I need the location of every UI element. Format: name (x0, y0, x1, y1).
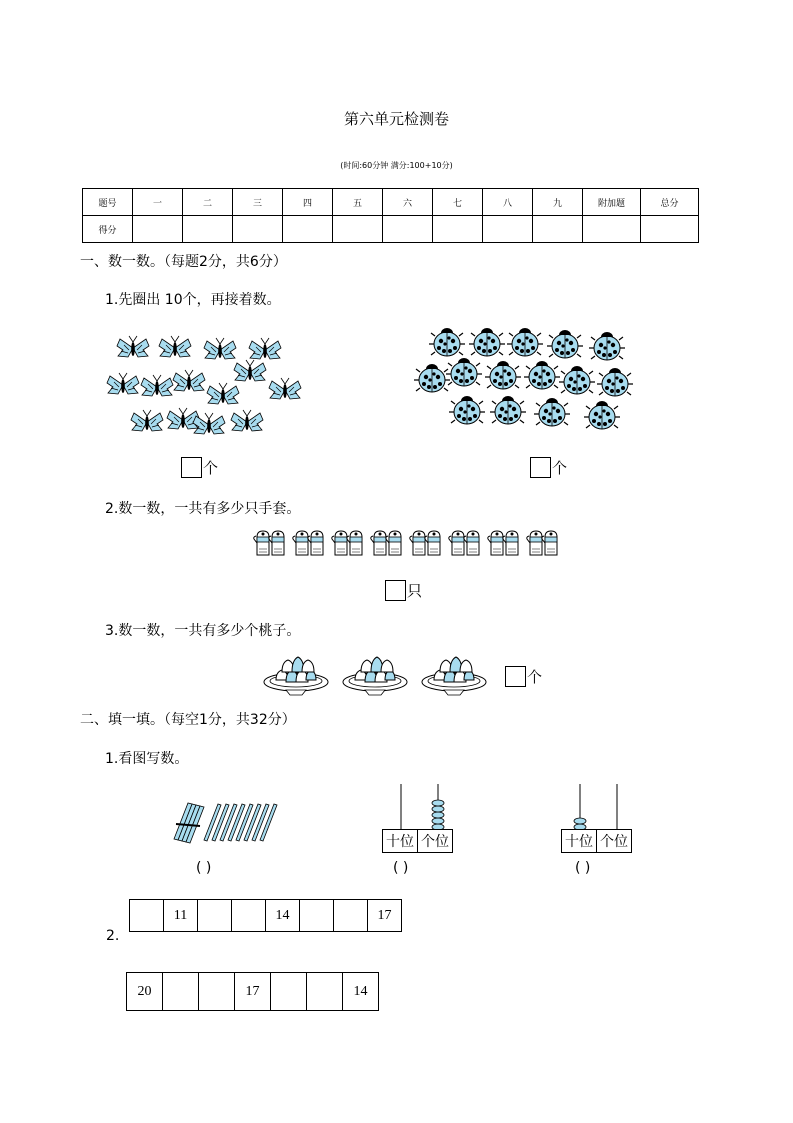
col-header: 一 (133, 189, 183, 216)
ladybug-icon (534, 398, 570, 426)
butterfly-icon (234, 360, 266, 381)
score-cell[interactable] (641, 216, 699, 243)
score-cell[interactable] (133, 216, 183, 243)
score-cell[interactable] (183, 216, 233, 243)
tens-label: 十位 (386, 834, 414, 850)
col-header: 九 (533, 189, 583, 216)
peach-plate-icon (343, 657, 407, 695)
butterfly-icon (167, 408, 199, 429)
answer-blank[interactable]: ( ) (393, 860, 409, 876)
score-cell[interactable] (583, 216, 641, 243)
ladybug-icon (469, 328, 505, 356)
glove-icon (488, 531, 518, 555)
col-header: 八 (483, 189, 533, 216)
butterfly-icon (249, 338, 281, 359)
abacus-2 (561, 782, 637, 852)
abacus-rods-icon (561, 782, 637, 830)
sequence-cell: 14 (343, 973, 379, 1011)
col-header: 附加题 (583, 189, 641, 216)
sequence-cell: 17 (368, 900, 402, 932)
sequence-cell[interactable] (163, 973, 199, 1011)
answer-box[interactable] (530, 457, 551, 478)
col-header: 六 (383, 189, 433, 216)
col-header: 四 (283, 189, 333, 216)
col-header: 二 (183, 189, 233, 216)
abacus-rods-icon (382, 782, 458, 830)
place-value-labels (561, 829, 632, 853)
score-cell[interactable] (383, 216, 433, 243)
answer-box[interactable] (385, 580, 406, 601)
peach-plate-group (260, 650, 492, 696)
ladybug-icon (597, 368, 633, 396)
ladybug-icon (485, 361, 521, 389)
sequence-row-2 (126, 972, 379, 1011)
score-cell[interactable] (433, 216, 483, 243)
glove-icon (332, 531, 362, 555)
answer-ladybugs (530, 457, 567, 478)
glove-icon (293, 531, 323, 555)
table-row (83, 189, 699, 216)
answer-butterflies (181, 457, 218, 478)
ladybug-icon (446, 358, 482, 386)
butterfly-icon (117, 336, 149, 357)
unit-label: 只 (407, 582, 423, 600)
sequence-cell[interactable] (232, 900, 266, 932)
table-row (83, 216, 699, 243)
butterfly-group (105, 330, 310, 442)
row-label-number: 题号 (83, 189, 133, 216)
unit-label: 个 (203, 459, 219, 477)
ladybug-icon (490, 396, 526, 424)
question-text: 2.数一数，一共有多少只手套。 (105, 501, 301, 517)
score-cell[interactable] (283, 216, 333, 243)
col-header: 总分 (641, 189, 699, 216)
glove-group (252, 529, 564, 559)
unit-label: 个 (552, 459, 568, 477)
ladybug-icon (589, 332, 625, 360)
ladybug-group (412, 322, 637, 440)
butterfly-icon (231, 410, 263, 431)
glove-icon (449, 531, 479, 555)
sequence-cell[interactable] (198, 900, 232, 932)
ladybug-icon (547, 330, 583, 358)
section-heading: 一、数一数。（每题2分，共6分） (80, 254, 287, 270)
butterfly-icon (131, 410, 163, 431)
glove-icon (254, 531, 284, 555)
ladybug-icon (414, 364, 450, 392)
tens-label: 十位 (565, 834, 593, 850)
sequence-row-1 (129, 899, 402, 932)
score-cell[interactable] (233, 216, 283, 243)
col-header: 五 (333, 189, 383, 216)
sequence-cell[interactable] (130, 900, 164, 932)
answer-blank[interactable]: ( ) (575, 860, 591, 876)
col-header: 七 (433, 189, 483, 216)
ladybug-icon (559, 366, 595, 394)
score-cell[interactable] (333, 216, 383, 243)
ones-label: 个位 (417, 830, 452, 852)
answer-box[interactable] (181, 457, 202, 478)
peach-plate-icon (264, 657, 328, 695)
butterfly-icon (107, 373, 139, 394)
question-text: 3.数一数，一共有多少个桃子。 (105, 623, 301, 639)
butterfly-icon (141, 375, 173, 396)
glove-icon (371, 531, 401, 555)
sequence-cell[interactable] (300, 900, 334, 932)
ones-label: 个位 (596, 830, 631, 852)
answer-gloves (385, 580, 422, 601)
place-value-labels (382, 829, 453, 853)
glove-icon (527, 531, 557, 555)
question-text: 1.看图写数。 (105, 751, 189, 767)
peach-plate-icon (422, 657, 486, 695)
sequence-cell: 17 (235, 973, 271, 1011)
ladybug-icon (507, 328, 543, 356)
glove-icon (410, 531, 440, 555)
butterfly-icon (207, 383, 239, 404)
ladybug-icon (449, 396, 485, 424)
question-label: 2. (106, 928, 120, 944)
section-heading: 二、填一填。（每空1分，共32分） (80, 712, 296, 728)
butterfly-icon (159, 336, 191, 357)
row-label-score: 得分 (83, 216, 133, 243)
ladybug-icon (524, 361, 560, 389)
ladybug-icon (429, 328, 465, 356)
sequence-cell[interactable] (307, 973, 343, 1011)
page-title: 第六单元检测卷 (343, 110, 449, 128)
butterfly-icon (269, 378, 301, 399)
butterfly-icon (173, 370, 205, 391)
sequence-cell[interactable] (199, 973, 235, 1011)
sequence-cell: 20 (127, 973, 163, 1011)
sticks-bundle-icon (170, 800, 280, 844)
table-row (127, 973, 379, 1011)
score-cell[interactable] (483, 216, 533, 243)
answer-peaches (505, 666, 542, 687)
answer-box[interactable] (505, 666, 526, 687)
sequence-cell: 11 (164, 900, 198, 932)
sequence-cell[interactable] (271, 973, 307, 1011)
sequence-cell: 14 (266, 900, 300, 932)
score-cell[interactable] (533, 216, 583, 243)
butterfly-icon (204, 338, 236, 359)
abacus-1 (382, 782, 458, 852)
table-row (130, 900, 402, 932)
unit-label: 个 (527, 668, 543, 686)
sequence-cell[interactable] (334, 900, 368, 932)
answer-blank[interactable]: ( ) (196, 860, 212, 876)
col-header: 三 (233, 189, 283, 216)
ladybug-icon (584, 401, 620, 429)
question-text: 1.先圈出 10个，再接着数。 (105, 292, 281, 308)
exam-info: (时间:60分钟 满分:100+10分) (340, 161, 453, 170)
score-table (82, 188, 699, 243)
